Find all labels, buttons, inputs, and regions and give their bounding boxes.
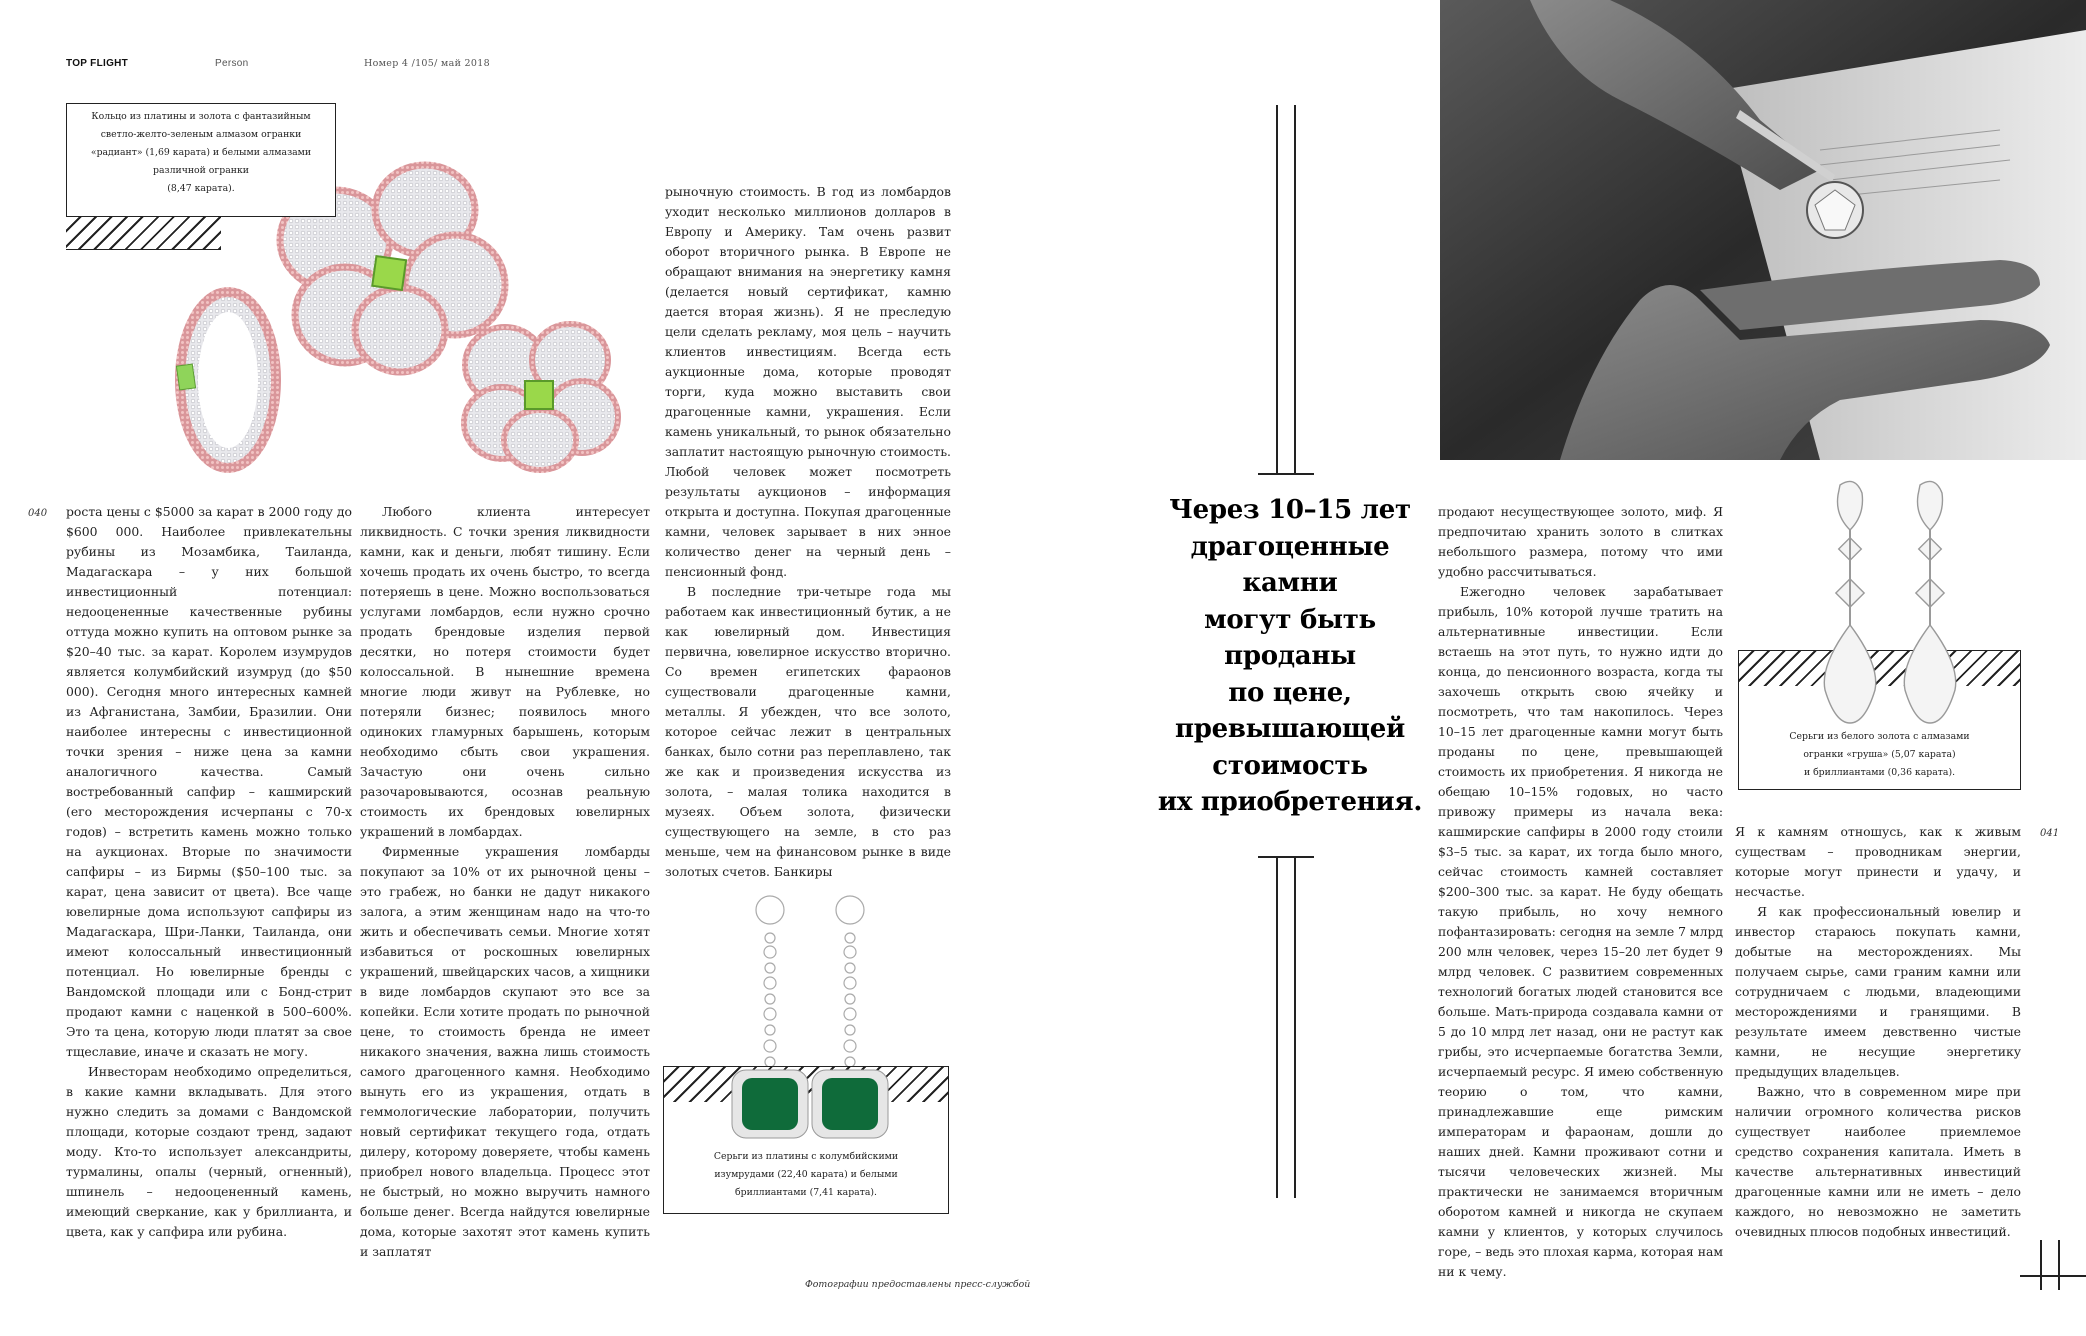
paragraph: Инвесторам необходимо определиться, в какие камни вкладывать. Для этого нужно следить за домами с Вандомской площади, которые создают тренд, задают моду. Кто-то использует александриты, турмалины, опалы (черный, огненный), шпинель – недооцененный камень, имеющий сверкание, как у бриллианта, и цвета, как у сапфира или рубина. <box>66 1064 352 1239</box>
gutter-line-bottom-left <box>1276 858 1278 1198</box>
emerald-stones <box>720 1066 900 1142</box>
pull-quote <box>1140 492 1440 821</box>
paragraph: Любого клиента интересует ликвидность. С точки зрения ликвидности камни, как и деньги, любят тишину. Если хочешь продать их очень быстро, то всегда потеряешь в цене. Можно воспользоваться услугами ломбардов, если нужно срочно продать брендовые изделия первой десятки, но потеря стоимости будет колоссальной. В нынешние времена многие люди живут на Рублевке, но потеряли бизнес; появилось много одиноких гламурных барышень, которым необходимо сбыть свои украшения. Зачастую они очень сильно разочаровываются, осознав реальную стоимость их брендовых ювелирных украшений в ломбардах. <box>360 504 650 839</box>
pull-quote-line: драгоценные <box>1190 531 1390 562</box>
paragraph: Я к камням отношусь, как к живым существам – проводникам энергии, которые могут принести и удачу, и несчастье. <box>1735 824 2021 899</box>
ring-hatch-divider <box>66 216 221 250</box>
caption-line: Серьги из платины с колумбийскими <box>713 1151 899 1162</box>
diamond-earrings-overlay <box>1800 625 1980 725</box>
magazine-brand: TOP FLIGHT <box>66 58 129 69</box>
gutter-cross-top <box>1258 473 1314 475</box>
article-column-2 <box>360 502 650 1259</box>
diamond-pear-stones <box>1800 625 1980 725</box>
corner-ornament-v2 <box>2058 1240 2060 1290</box>
photo-credit: Фотографии предоставлены пресс-службой <box>805 1279 1031 1290</box>
gutter-line-bottom-right <box>1294 858 1296 1198</box>
paragraph: Ежегодно человек зарабатывает прибыль, 10% которой лучше тратить на альтернативные инвестиции. Если встаешь на этот путь, то нужно идти до конца, до пенсионного возраста, когда ты захочешь открыть свою ячейку и посмотреть, что там накопилось. Через 10–15 лет драгоценные камни могут быть проданы по цене, превышающей стоимость их приобретения. Я никогда не обещаю 10–15% годовых, но часто привожу примеры из начала века: кашмирские сапфиры в 2000 году стоили $3–5 тыс. за карат, их тогда было много, сейчас стоимость камней составляет $200–300 тыс. за карат. Не буду обещать такую прибыль, но хочу немного пофантазировать: сегодня на земле 7 млрд 200 млн человек, через 15–20 лет будет 9 млрд человек. С развитием современных технологий богатых людей становится все больше. Мать-природа создавала камни от 5 до 10 млрд лет назад, они не растут как грибы, это исчерпаемые богатства Земли, исчерпаемый ресурс. Я имею собственную теорию о том, что камни, принадлежавшие еще римским императорам и фараонам, дошли до наших дней. Камни проживают сотни и тысячи человеческих жизней. Мы практически не занимаемся вторичным оборотом камней и никогда не скупаем камни у клиентов, у которых случилось горе, – ведь это плохая карма, которая нам ни к чему. <box>1438 584 1724 1279</box>
paragraph: Я как профессиональный ювелир и инвестор стараюсь покупать камни, добытые на месторождениях. Мы получаем сырье, сами граним камни или сотрудничаем с людьми, владеющими месторождениями и гранящими. В результате имеем девственно чистые камни, не несущие энергетику предыдущих владельцев. <box>1735 904 2021 1079</box>
paragraph: продают несуществующее золото, миф. Я предпочитаю хранить золото в слитках небольшого размера, потому что ими удобно рассчитываться. <box>1438 504 1723 579</box>
caption-line: Кольцо из платины и золота с фантазийным <box>91 111 311 122</box>
caption-line: (8,47 карата). <box>167 183 235 194</box>
caption-line: светло-желто-зеленым алмазом огранки <box>100 129 302 140</box>
gutter-cross-bottom <box>1258 856 1314 858</box>
caption-line: и бриллиантами (0,36 карата). <box>1803 767 1956 778</box>
pull-quote-line: превышающей <box>1175 714 1405 744</box>
page-number-right: 041 <box>2040 828 2060 839</box>
paragraph: Фирменные украшения ломбарды покупают за 10% от их рыночной цены – это грабеж, но банки не дадут никакого залога, а этим женщинам надо на что-то жить и обеспечивать семьи. Многие хотят избавиться от роскошных ювелирных украшений, швейцарских часов, а хищники в виде ломбардов скупают это все за копейки. Если хотите продать по рыночной цене, то стоимость бренда не имеет никакого значения, важна лишь стоимость самого драгоценного камня. Необходимо вынуть его из украшения, отдать в геммологические лаборатории, получить новый сертификат текущего года, отдать дилеру, которому доверяете, чтобы камень приобрел нового владельца. Процесс этот не быстрый, но можно выручить намного больше денег. Всегда найдутся ювелирные дома, которые захотят этот камень купить и заплатят <box>360 844 650 1259</box>
ring-caption <box>66 103 336 217</box>
caption-line: различной огранки <box>153 165 249 176</box>
pull-quote-line: проданы <box>1224 641 1356 671</box>
pull-quote-line: Через 10–15 лет <box>1169 495 1411 525</box>
pull-quote-line: стоимость <box>1212 750 1368 781</box>
caption-line: «радиант» (1,69 карата) и белыми алмазами <box>90 147 312 158</box>
caption-line: бриллиантами (7,41 карата). <box>735 1187 877 1198</box>
ring-photo <box>160 170 620 490</box>
pull-quote-line: камни <box>1242 568 1338 598</box>
pull-quote-line: могут быть <box>1204 604 1376 635</box>
section-name: Person <box>215 58 249 69</box>
page-number-left: 040 <box>28 508 48 519</box>
paragraph: В последние три-четыре года мы работаем как инвестиционный бутик, а не как ювелирный дом. Инвестиция первична, ювелирное искусство вторично. Со времен египетских фараонов существовали драгоценные камни, металлы. Я убежден, что все золото, которое сейчас лежит в центральных банках, было сотни раз переплавлено, так же как и произведения искусства из золота, – малая толика находится в музеях. Объем золота, физически существующего на земле, в сто раз меньше, чем на финансовом рынке в виде золотых счетов. Банкиры <box>665 584 951 879</box>
gutter-line-top-left <box>1276 105 1278 475</box>
tweezers-diamond-illustration <box>1440 0 2086 460</box>
paragraph: роста цены с $5000 за карат в 2000 году до $600 000. Наиболее привлекательны рубины из Мозамбика, Таиланда, Мадагаскара – у них большой инвестиционный потенциал: недооцененные качественные рубины оттуда можно купить на оптовом рынке за $20–40 тыс. за карат. Королем изумрудов является колумбийский изумруд (до $50 000). Сегодня много интересных камней из Афганистана, Замбии, Бразилии. Они наиболее интересны с инвестиционной точки зрения – ниже цена за камни аналогичного качества. Самый востребованный сапфир – кашмирский (его месторождения исчерпаны с 70-х годов) – встретить камень можно только на аукционах. Вторые по значимости сапфиры – из Бирмы ($50–100 тыс. за карат, цена зависит от цвета). Все чаще ювелирные дома используют сапфиры из Мадагаскара, Шри-Ланки, Таиланда, они имеют колоссальный инвестиционный потенциал. Но ювелирные бренды с Вандомской площади или с Бонд-стрит продают камни с наценкой в 500–600%. Это та цена, которую люди платят за свое тщеславие, иначе и сказать не могу. <box>66 504 352 1059</box>
caption-line: Серьги из белого золота с алмазами <box>1789 731 1970 742</box>
corner-ornament-v1 <box>2040 1240 2042 1290</box>
corner-ornament-h <box>2020 1275 2086 1277</box>
emerald-earrings-overlay <box>720 1066 900 1142</box>
pull-quote-line: по цене, <box>1228 677 1352 708</box>
article-column-4 <box>1438 502 1724 1279</box>
article-column-3 <box>665 182 951 879</box>
caption-line: изумрудами (22,40 карата) и белыми <box>714 1169 898 1180</box>
article-column-5 <box>1735 822 2021 1239</box>
caption-line: огранки «груша» (5,07 карата) <box>1803 749 1956 760</box>
paragraph: рыночную стоимость. В год из ломбардов уходит несколько миллионов долларов в Европу и Америку. Там очень развит оборот вторичного рынка. В Европе не обращают внимания на энергетику камня (делается новый сертификат, камню дается вторая жизнь). Я не преследую цели сделать рекламу, моя цель – научить клиентов инвестициям. Всегда есть аукционные дома, которые проводят торги, куда можно выставить свои драгоценные камни, украшения. Если камень уникальный, то рынок обязательно заплатит настоящую рыночную стоимость. Любой человек может посмотреть результаты аукционов – информация открыта и доступна. Покупая драгоценные камни, человек зарывает в них энное количество денег на черный день – пенсионный фонд. <box>665 184 951 579</box>
ring-illustration <box>160 170 620 490</box>
tweezers-diamond-photo <box>1440 0 2086 460</box>
issue-info-left: Номер 4 /105/ май 2018 <box>364 58 490 69</box>
pull-quote-line: их приобретения. <box>1157 787 1423 817</box>
paragraph: Важно, что в современном мире при наличии огромного количества рисков существует наиболее приемлемое средство сохранения капитала. Иметь в качестве альтернативных инвестиций драгоценные камни или не иметь – дело каждого, но невозможно не заметить очевидных плюсов подобных инвестиций. <box>1735 1084 2021 1239</box>
gutter-line-top-right <box>1294 105 1296 475</box>
article-column-1 <box>66 502 352 1239</box>
